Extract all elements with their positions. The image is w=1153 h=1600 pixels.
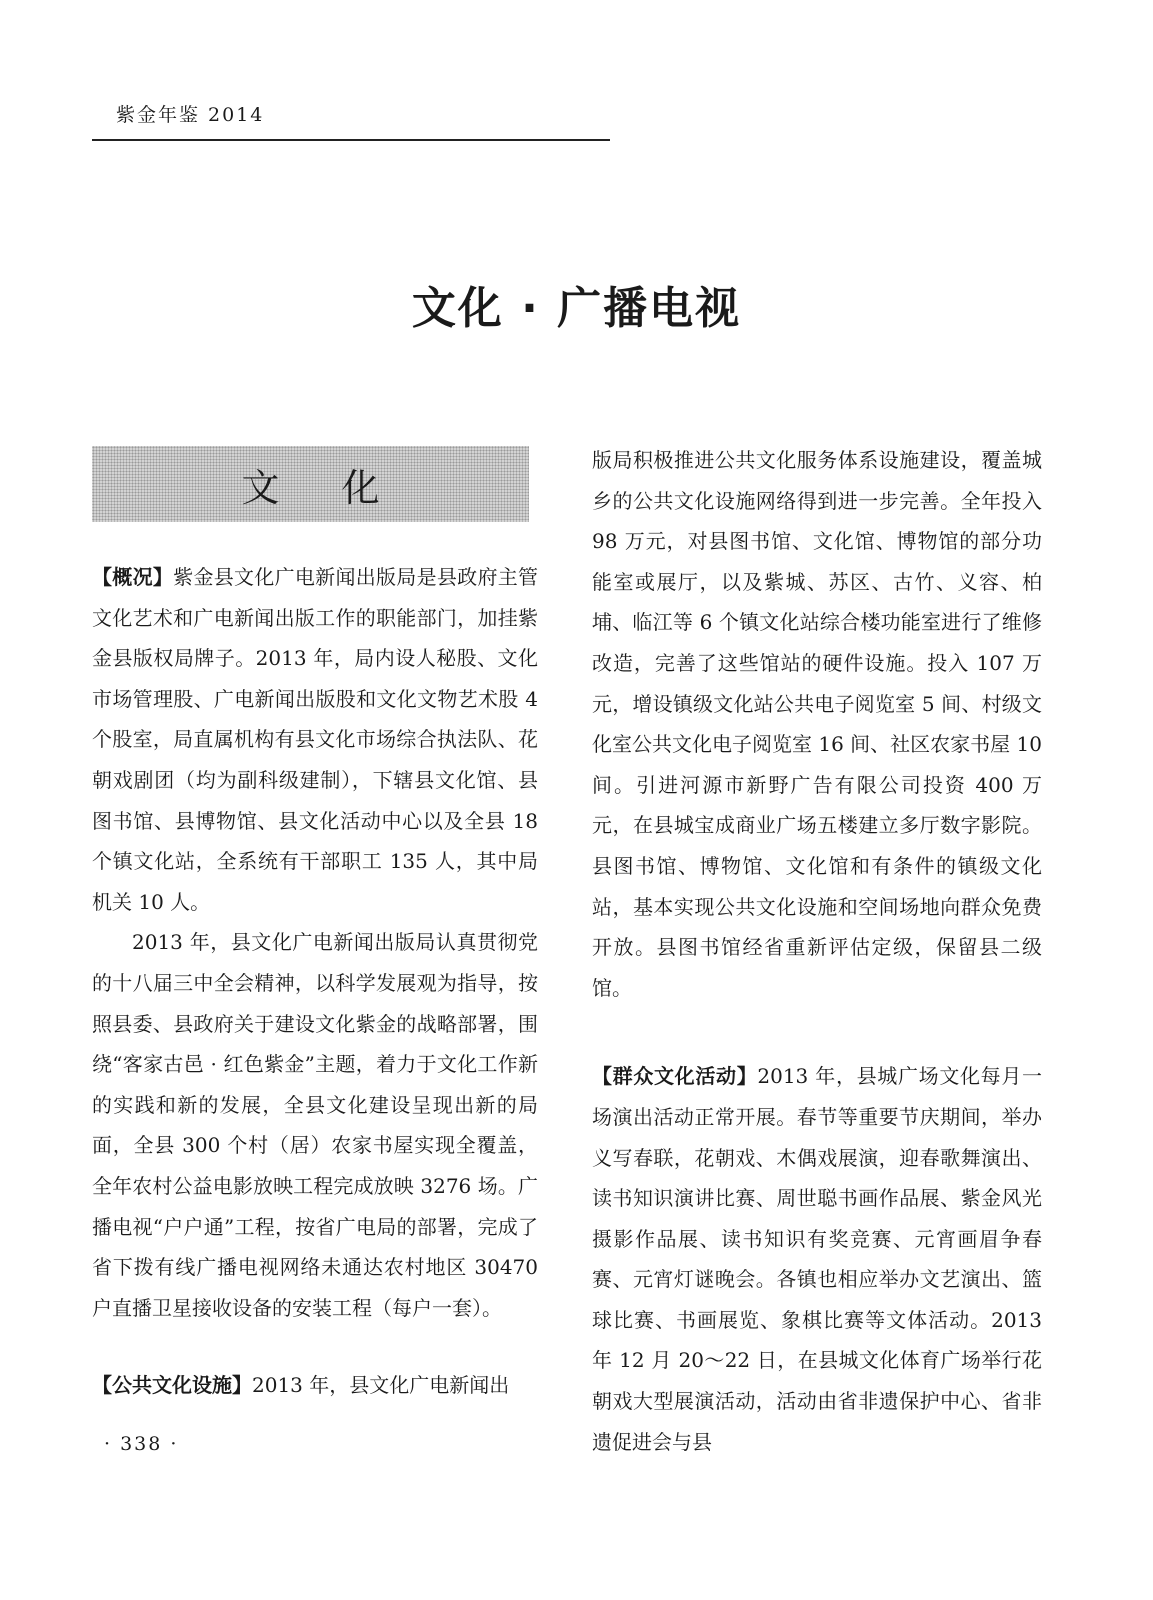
- left-column: [92, 557, 538, 1406]
- header-rule: [92, 139, 610, 141]
- running-title: 紫金年鉴 2014: [116, 104, 265, 126]
- public-facilities-text: 2013 年，县文化广电新闻出: [252, 1373, 510, 1398]
- paragraph-mass-culture: [592, 1056, 1042, 1462]
- paragraph-2013-summary: 2013 年，县文化广电新闻出版局认真贯彻党的十八届三中全会精神，以科学发展观为指导，按照县委、县政府关于建设文化紫金的战略部署，围绕“客家古邑 · 红色紫金”主题，着力于文化工作新的实践和新的发展，全县文化建设呈现出新的局面，全县 300 个村（居）农家书屋实现全覆盖，全年农村公益电影放映工程完成放映 3276 场。广播电视“户户通”工程，按省广电局的部署，完成了省下拨有线广播电视网络未通达农村地区 30470 户直播卫星接收设备的安装工程（每户一套）。: [92, 930, 538, 1320]
- paragraph-overview: [92, 557, 538, 922]
- public-facilities-heading: 【公共文化设施】: [92, 1373, 252, 1398]
- paragraph-public-facilities-continued: 版局积极推进公共文化服务体系设施建设，覆盖城乡的公共文化设施网络得到进一步完善。全年投入 98 万元，对县图书馆、文化馆、博物馆的部分功能室或展厅，以及紫城、苏区、古竹、义容、柏埔、临江等 6 个镇文化站综合楼功能室进行了维修改造，完善了这些馆站的硬件设施。投入 107 万元，增设镇级文化站公共电子阅览室 5 间、村级文化室公共文化电子阅览室 16 间、社区农家书屋 10 间。引进河源市新野广告有限公司投资 400 万元，在县城宝成商业广场五楼建立多厅数字影院。县图书馆、博物馆、文化馆和有条件的镇级文化站，基本实现公共文化设施和空间场地向群众免费开放。县图书馆经省重新评估定级，保留县二级馆。: [592, 448, 1042, 1000]
- page-number: · 338 ·: [104, 1433, 179, 1455]
- right-column: [592, 440, 1042, 1462]
- overview-text: 紫金县文化广电新闻出版局是县政府主管文化艺术和广电新闻出版工作的职能部门，加挂紫金县版权局牌子。2013 年，局内设人秘股、文化市场管理股、广电新闻出版股和文化文物艺术股 4 个股室，局直属机构有县文化市场综合执法队、花朝戏剧团（均为副科级建制），下辖县文化馆、县图书馆、县博物馆、县文化活动中心以及全县 18 个镇文化站，全系统有干部职工 135 人，其中局机关 10 人。: [92, 565, 539, 914]
- paragraph-public-facilities: [92, 1365, 538, 1406]
- section-title: 文化: [241, 465, 442, 510]
- overview-heading: 【概况】: [92, 565, 174, 589]
- section-banner: [92, 446, 529, 522]
- mass-culture-heading: 【群众文化活动】: [592, 1064, 758, 1089]
- mass-culture-text: 2013 年，县城广场文化每月一场演出活动正常开展。春节等重要节庆期间，举办义写春联，花朝戏、木偶戏展演，迎春歌舞演出、读书知识演讲比赛、周世聪书画作品展、紫金风光摄影作品展、读书知识有奖竞赛、元宵画眉争春赛、元宵灯谜晚会。各镇也相应举办文艺演出、篮球比赛、书画展览、象棋比赛等文体活动。2013 年 12 月 20～22 日，在县城文化体育广场举行花朝戏大型展演活动，活动由省非遗保护中心、省非遗促进会与县: [592, 1064, 1043, 1454]
- chapter-title: 文化 · 广播电视: [411, 283, 742, 334]
